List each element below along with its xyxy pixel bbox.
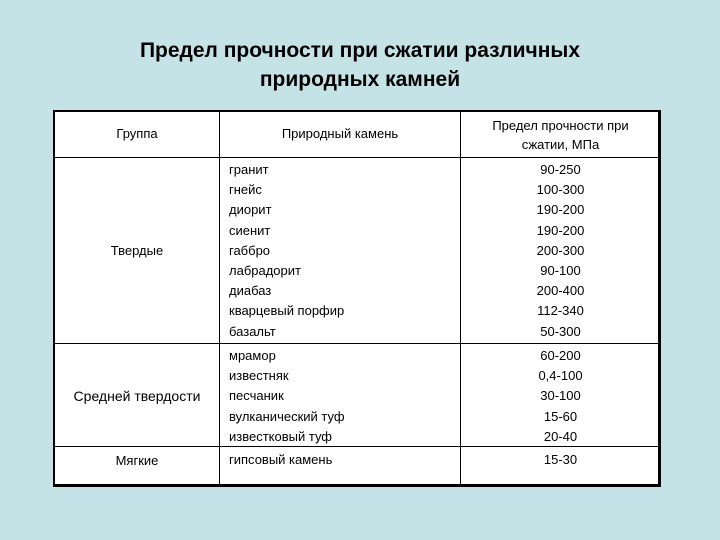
- stone-name: песчаник: [229, 388, 284, 404]
- stone-name: кварцевый порфир: [229, 303, 345, 319]
- stone-name: вулканический туф: [229, 408, 345, 424]
- group-name-soft: Мягкие: [115, 453, 159, 468]
- strength-value: 60-200: [540, 348, 581, 363]
- stone-list-medium: [229, 346, 345, 447]
- stone-name: гранит: [229, 162, 269, 177]
- strength-value: 0,4-100: [538, 368, 583, 384]
- strength-value: 50-300: [540, 323, 581, 339]
- strength-value: 100-300: [536, 182, 585, 198]
- title-line-1: Предел прочности при сжатии различных: [139, 39, 581, 62]
- strength-value: 15-60: [543, 408, 578, 424]
- strength-value: 190-200: [536, 222, 585, 238]
- strength-value: 190-200: [536, 202, 585, 218]
- column-divider: [219, 112, 220, 484]
- stone-list-hard: [229, 160, 344, 342]
- strength-list-soft: [461, 450, 660, 470]
- stone-strength-table: [53, 110, 661, 487]
- stone-name: мрамор: [229, 348, 276, 363]
- strength-value: 112-340: [537, 303, 584, 319]
- strength-value: 30-100: [540, 388, 581, 404]
- header-strength-line-1: Предел прочности при: [492, 118, 629, 133]
- stone-name: известняк: [229, 368, 289, 384]
- strength-value: 20-40: [543, 428, 578, 444]
- stone-name: лабрадорит: [229, 262, 301, 278]
- group-name-hard: Твердые: [110, 243, 164, 258]
- title-line-2: природных камней: [259, 68, 461, 91]
- header-strength: [461, 116, 660, 154]
- stone-name: базальт: [229, 323, 276, 339]
- header-strength-line-2: сжатии, МПа: [521, 137, 600, 152]
- strength-value: 90-100: [540, 262, 581, 278]
- stone-name: известковый туф: [229, 428, 333, 444]
- strength-list-medium: [461, 346, 660, 447]
- strength-list-hard: [461, 160, 660, 342]
- row-divider: [55, 343, 658, 344]
- strength-value: 200-300: [536, 242, 585, 258]
- stone-name: диабаз: [229, 283, 272, 299]
- stone-name: сиенит: [229, 222, 271, 238]
- group-name-medium: Средней твердости: [73, 388, 201, 404]
- slide-title: [0, 36, 720, 94]
- stone-name: гипсовый камень: [229, 452, 333, 467]
- header-stone: Природный камень: [281, 126, 399, 141]
- stone-list-soft: [229, 450, 332, 470]
- header-row-divider: [55, 157, 658, 158]
- stone-name: гнейс: [229, 182, 262, 198]
- stone-name: диорит: [229, 202, 272, 218]
- strength-value: 200-400: [536, 283, 585, 299]
- strength-value: 90-250: [540, 162, 581, 177]
- header-group: Группа: [116, 126, 158, 141]
- stone-name: габбро: [229, 242, 271, 258]
- strength-value: 15-30: [543, 452, 578, 467]
